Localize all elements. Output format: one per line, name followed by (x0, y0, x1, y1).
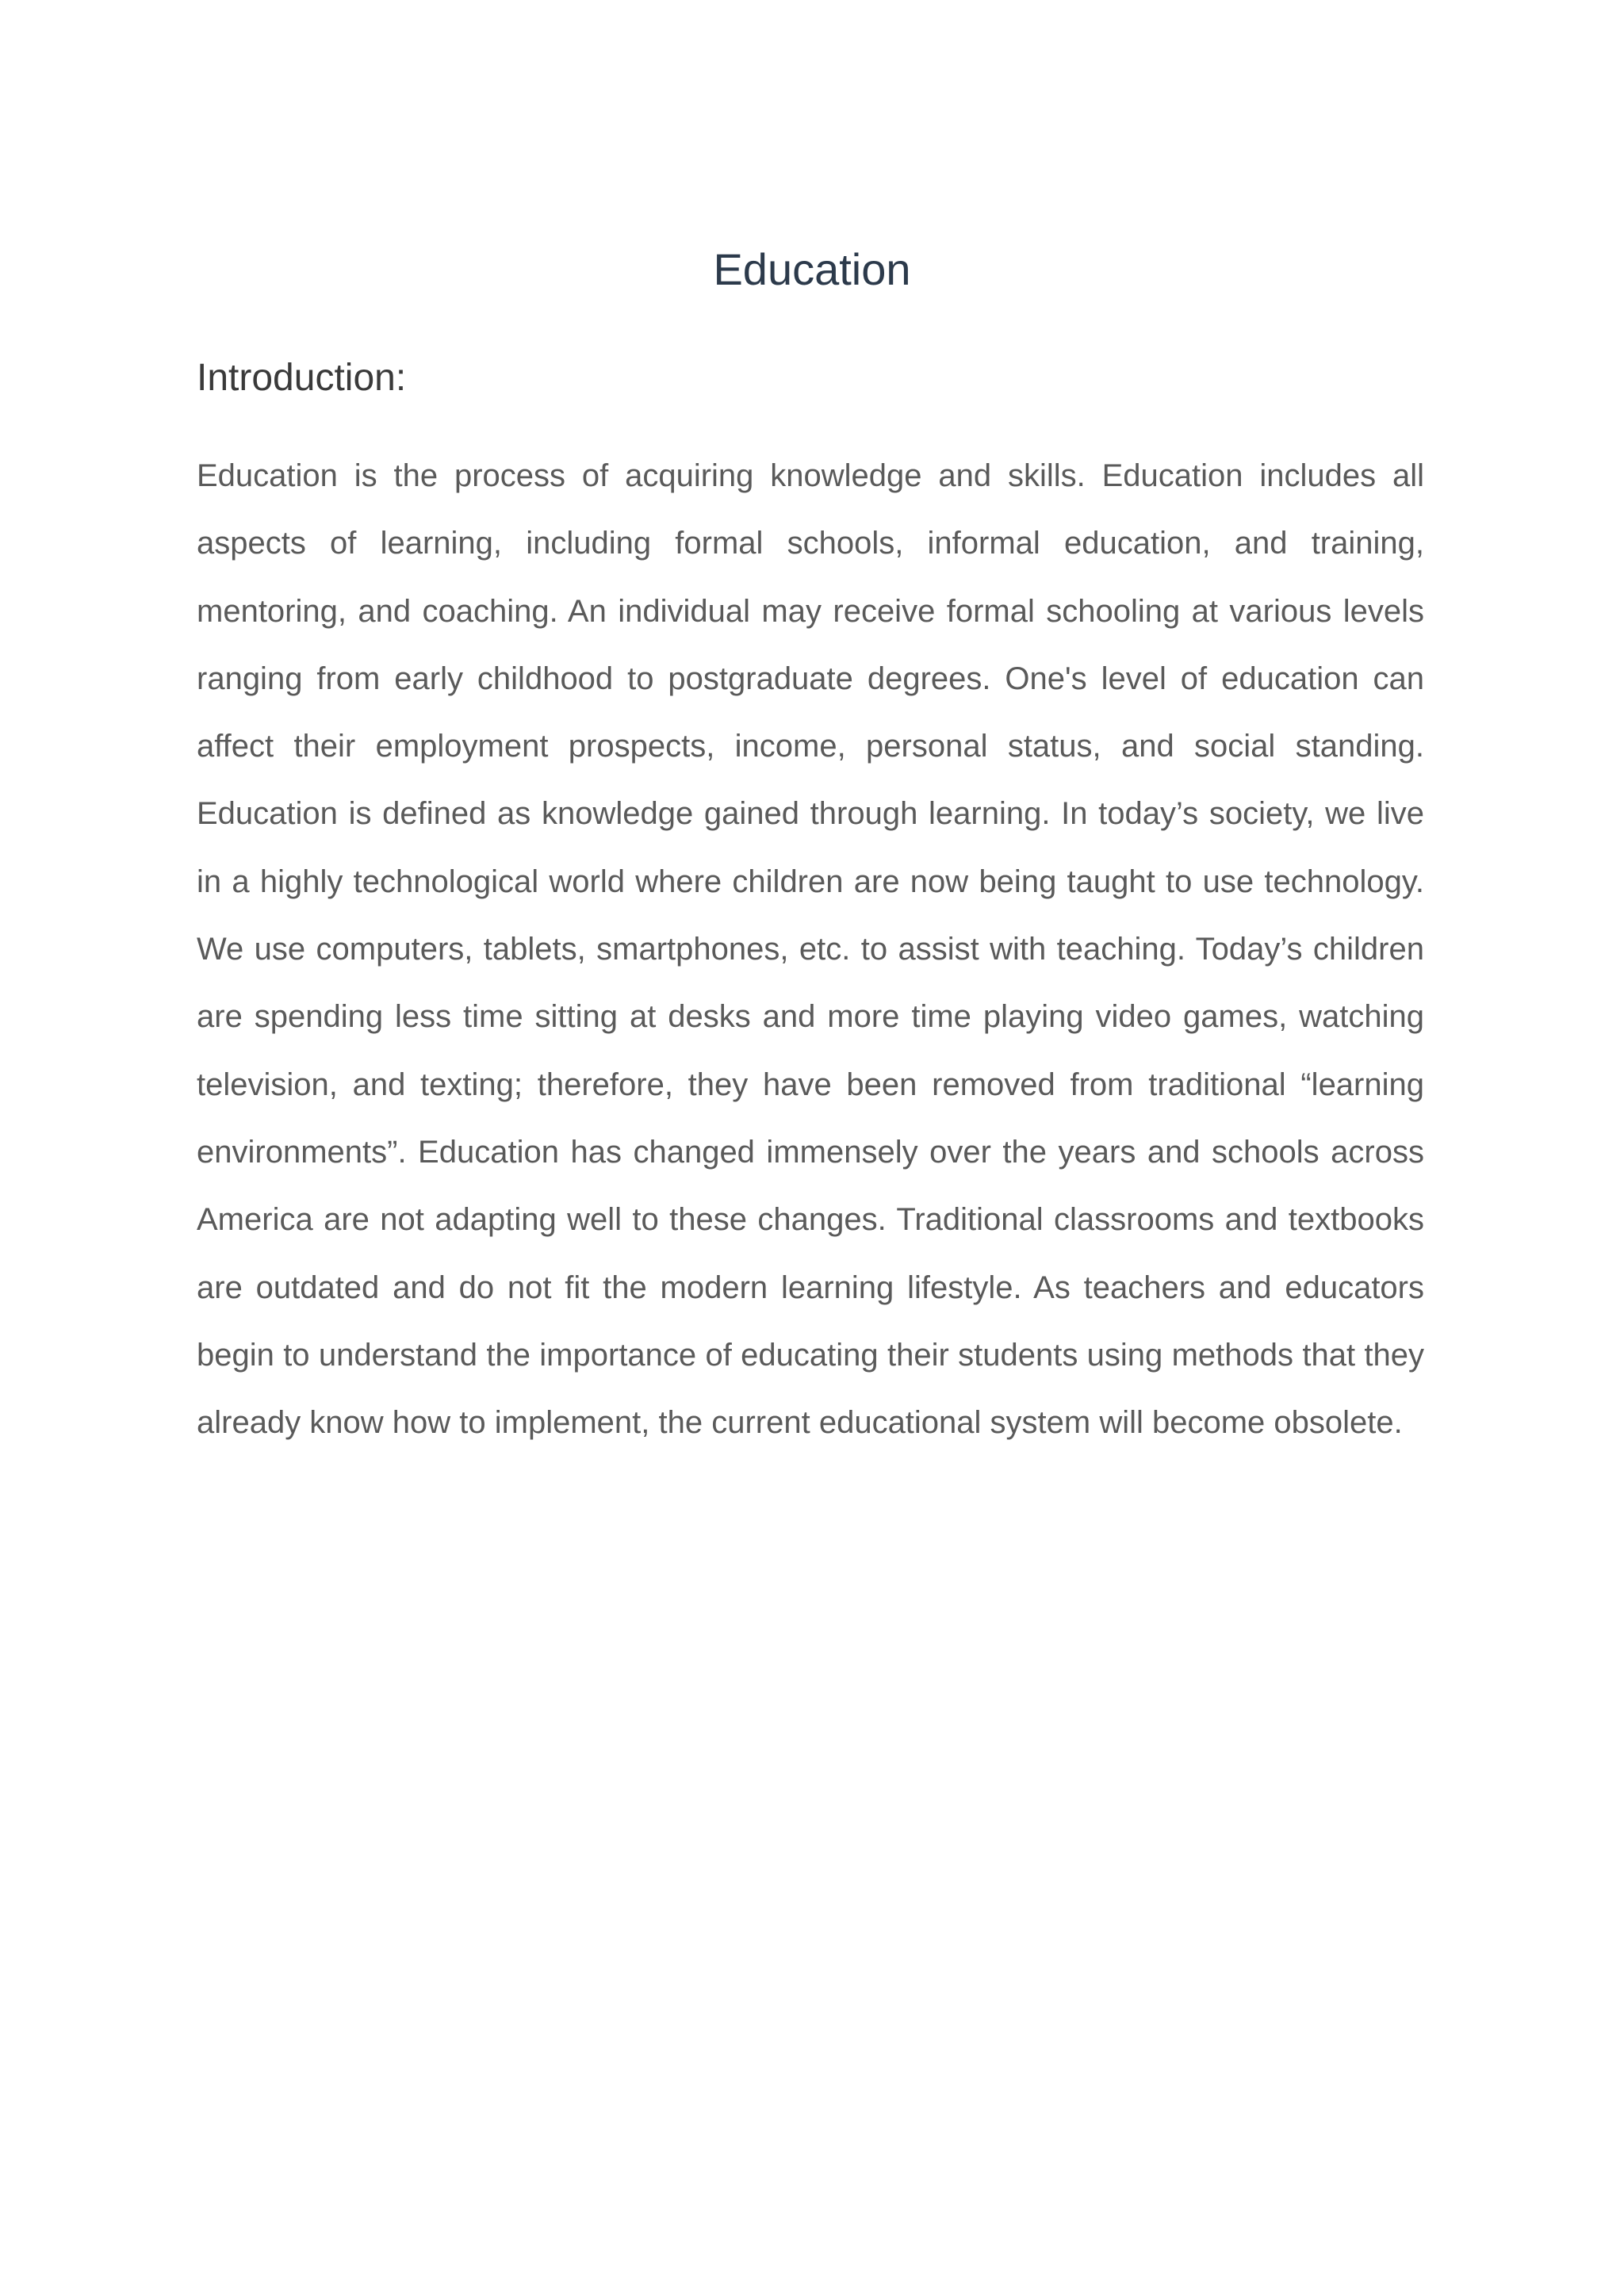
document-title: Education (713, 244, 911, 294)
body-paragraph: Education is the process of acquiring knowledge and skills. Education includes all aspects of learning, including formal schools, informal education, and training, mentoring, and coaching. An individual may receive formal schooling at various levels ranging from early childhood to postgraduate degrees. One's level of education can affect their employment prospects, income, personal status, and social standing. Education is defined as knowledge gained through learning. In today’s society, we live in a highly technological world where children are now being taught to use technology. We use computers, tablets, smartphones, etc. to assist with teaching. Today’s children are spending less time sitting at desks and more time playing video games, watching television, and texting; therefore, they have been removed from traditional “learning environments”. Education has changed immensely over the years and schools across America are not adapting well to these changes. Traditional classrooms and textbooks are outdated and do not fit the modern learning lifestyle. As teachers and educators begin to understand the importance of educating their students using methods that they already know how to implement, the current educational system will become obsolete. (197, 458, 1424, 1441)
section-heading: Introduction: (197, 357, 407, 399)
